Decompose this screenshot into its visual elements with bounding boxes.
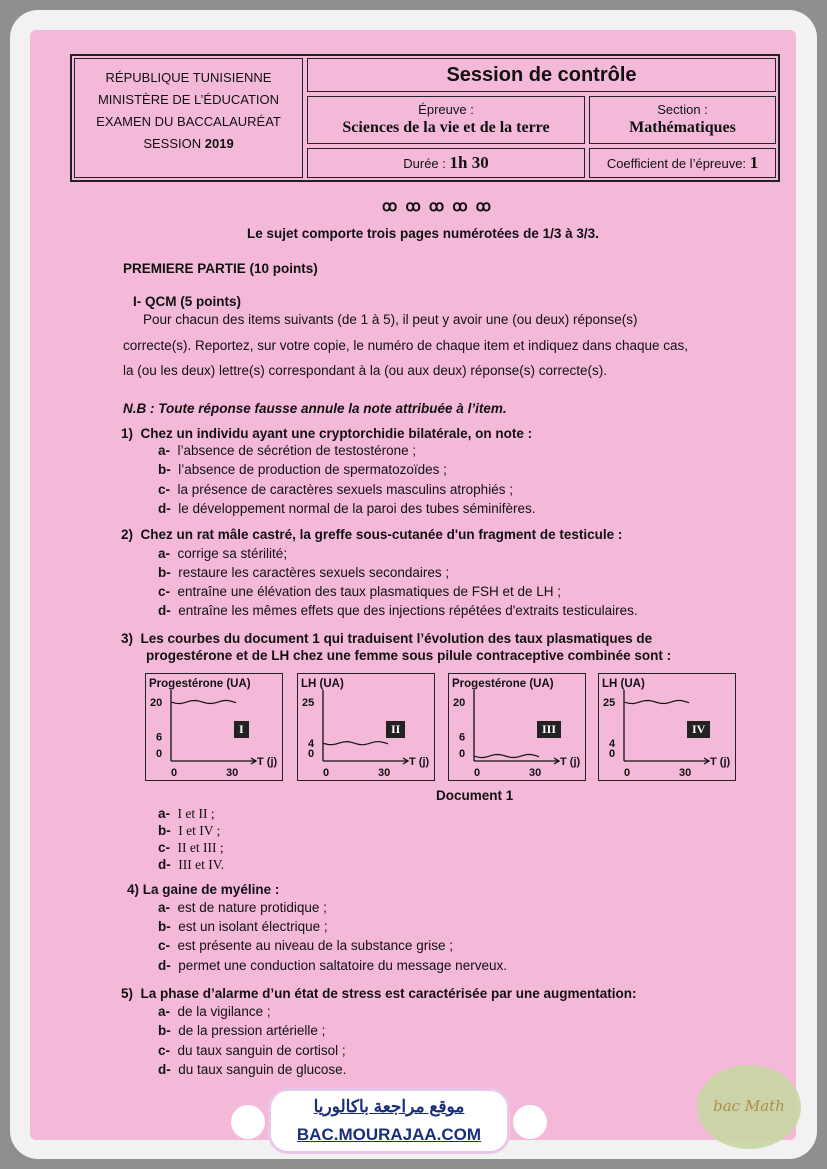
q2-option-b: b- restaure les caractères sexuels secondaires ; [158,565,450,580]
institution-cell [74,58,303,178]
session-title: Session de contrôle [307,58,776,92]
x-tick-label: 30 [679,767,692,779]
y-tick-label: 20 [453,697,466,709]
series-curve [324,742,388,745]
chart-roman-label: II [386,721,405,738]
q1-title: 1) Chez un individu ayant une cryptorchidie bilatérale, on note : [121,426,533,441]
q2-option-a: a- corrige sa stérilité; [158,546,288,561]
badge-url[interactable]: BAC.MOURAJAA.COM [296,1125,482,1144]
ministry-text: MINISTÈRE DE L’ÉDUCATION [97,92,280,107]
q5-title: 5) La phase d’alarme d’un état de stress est caractérisée par une augmentation: [121,986,637,1001]
y-tick-label: 6 [459,731,466,744]
y-tick-label: 0 [308,748,315,760]
q3-option-a: a- I et II ; [158,806,215,821]
q1-option-a: a- l’absence de sécrétion de testostérone ; [158,443,417,458]
chart-1 [145,673,283,781]
chart-4-svg [599,674,734,779]
q3-title-line-2: progestérone et de LH chez une femme sous pilule contraceptive combinée sont : [146,648,672,663]
y-tick-label: 4 [609,738,616,751]
exam-text: EXAMEN DU BACCALAURÉAT [96,114,281,129]
q4-option-b: b- est un isolant électrique ; [158,919,328,934]
y-tick-label: 25 [302,697,315,709]
chart-title: LH (UA) [602,678,645,690]
qcm-title: I- QCM (5 points) [133,294,241,309]
q3-option-b: b- I et IV ; [158,823,221,838]
chart-title: Progestérone (UA) [149,678,251,690]
q2-title: 2) Chez un rat mâle castré, la greffe sous-cutanée d'un fragment de testicule : [121,527,623,542]
x-tick-label: 0 [171,767,178,779]
x-tick-label: 0 [474,767,481,779]
x-axis-label: T (j) [257,756,278,768]
x-tick-label: 0 [624,767,631,779]
q4-title: 4) La gaine de myéline : [127,882,280,897]
y-tick-label: 20 [150,697,163,709]
y-tick-label: 0 [609,748,616,760]
q5-option-b: b- de la pression artérielle ; [158,1023,326,1038]
section-cell: Section : Mathématiques [589,96,776,144]
chart-title: Progestérone (UA) [452,678,554,690]
chart-2-svg [298,674,433,779]
x-axis-label: T (j) [560,756,581,768]
session-line: SESSION 2019 [143,136,234,151]
series-curve [172,701,236,704]
x-tick-label: 30 [378,767,391,779]
x-tick-label: 30 [226,767,239,779]
series-curve [625,701,689,704]
chart-title: LH (UA) [301,678,344,690]
q2-option-c: c- entraîne une élévation des taux plasmatiques de FSH et de LH ; [158,584,562,599]
q1-option-c: c- la présence de caractères sexuels masculins atrophiés ; [158,482,513,497]
section-name: Mathématiques [629,119,736,136]
chart-1-svg [146,674,281,779]
q5-option-a: a- de la vigilance ; [158,1004,271,1019]
q3-option-d: d- III et IV. [158,857,225,872]
q5-option-c: c- du taux sanguin de cortisol ; [158,1043,346,1058]
coefficient-cell: Coefficient de l’épreuve: 1 [589,148,776,178]
duree-cell: Durée : 1h 30 [307,148,585,178]
badge-right-logo-icon [513,1105,547,1139]
website-badge[interactable] [268,1088,510,1154]
chart-roman-label: I [234,721,249,738]
x-tick-label: 0 [323,767,330,779]
chart-4 [598,673,736,781]
chart-2 [297,673,435,781]
chart-3 [448,673,586,781]
chart-3-svg [449,674,584,779]
logo-text: bac Math [713,1097,785,1115]
bacmath-logo [697,1065,801,1149]
badge-arabic-text: موقع مراجعة باكالوريا [313,1097,465,1116]
nb-note: N.B : Toute réponse fausse annule la note attribuée à l’item. [123,401,507,416]
qcm-line-1: Pour chacun des items suivants (de 1 à 5), il peut y avoir une (ou deux) réponse(s) [143,312,638,327]
q3-option-c: c- II et III ; [158,840,224,855]
republic-text: RÉPUBLIQUE TUNISIENNE [105,70,272,85]
qcm-line-2: correcte(s). Reportez, sur votre copie, le numéro de chaque item et indiquez dans chaque cas, [123,338,689,353]
q4-option-a: a- est de nature protidique ; [158,900,327,915]
y-tick-label: 0 [156,748,163,760]
q3-title-line-1: 3) Les courbes du document 1 qui traduisent l’évolution des taux plasmatiques de [121,631,653,646]
q1-option-b: b- l’absence de production de spermatozoïdes ; [158,462,447,477]
y-tick-label: 0 [459,748,466,760]
document-label: Document 1 [436,788,514,803]
epreuve-name: Sciences de la vie et de la terre [342,119,550,136]
chart-roman-label: III [537,721,561,738]
q2-option-d: d- entraîne les mêmes effets que des injections répétées d'extraits testiculaires. [158,603,638,618]
q1-option-d: d- le développement normal de la paroi des tubes séminifères. [158,501,536,516]
exam-header-box [70,54,780,182]
series-curve [475,755,539,758]
q4-option-c: c- est présente au niveau de la substance grise ; [158,938,453,953]
y-tick-label: 6 [156,731,163,744]
epreuve-cell: Épreuve : Sciences de la vie et de la terre [307,96,585,144]
y-tick-label: 4 [308,738,315,751]
part-title: PREMIERE PARTIE (10 points) [123,261,318,276]
badge-left-logo-icon [231,1105,265,1139]
x-tick-label: 30 [529,767,542,779]
chart-roman-label: IV [687,721,710,738]
y-tick-label: 25 [603,697,616,709]
intro-text: Le sujet comporte trois pages numérotées de 1/3 à 3/3. [247,226,599,241]
x-axis-label: T (j) [710,756,731,768]
q5-option-d: d- du taux sanguin de glucose. [158,1062,347,1077]
x-axis-label: T (j) [409,756,430,768]
q4-option-d: d- permet une conduction saltatoire du message nerveux. [158,958,507,973]
ornament: ꝏ ꝏ ꝏ ꝏ ꝏ [382,198,494,215]
qcm-line-3: la (ou les deux) lettre(s) correspondant à la (ou aux deux) réponse(s) correcte(s). [123,363,607,378]
